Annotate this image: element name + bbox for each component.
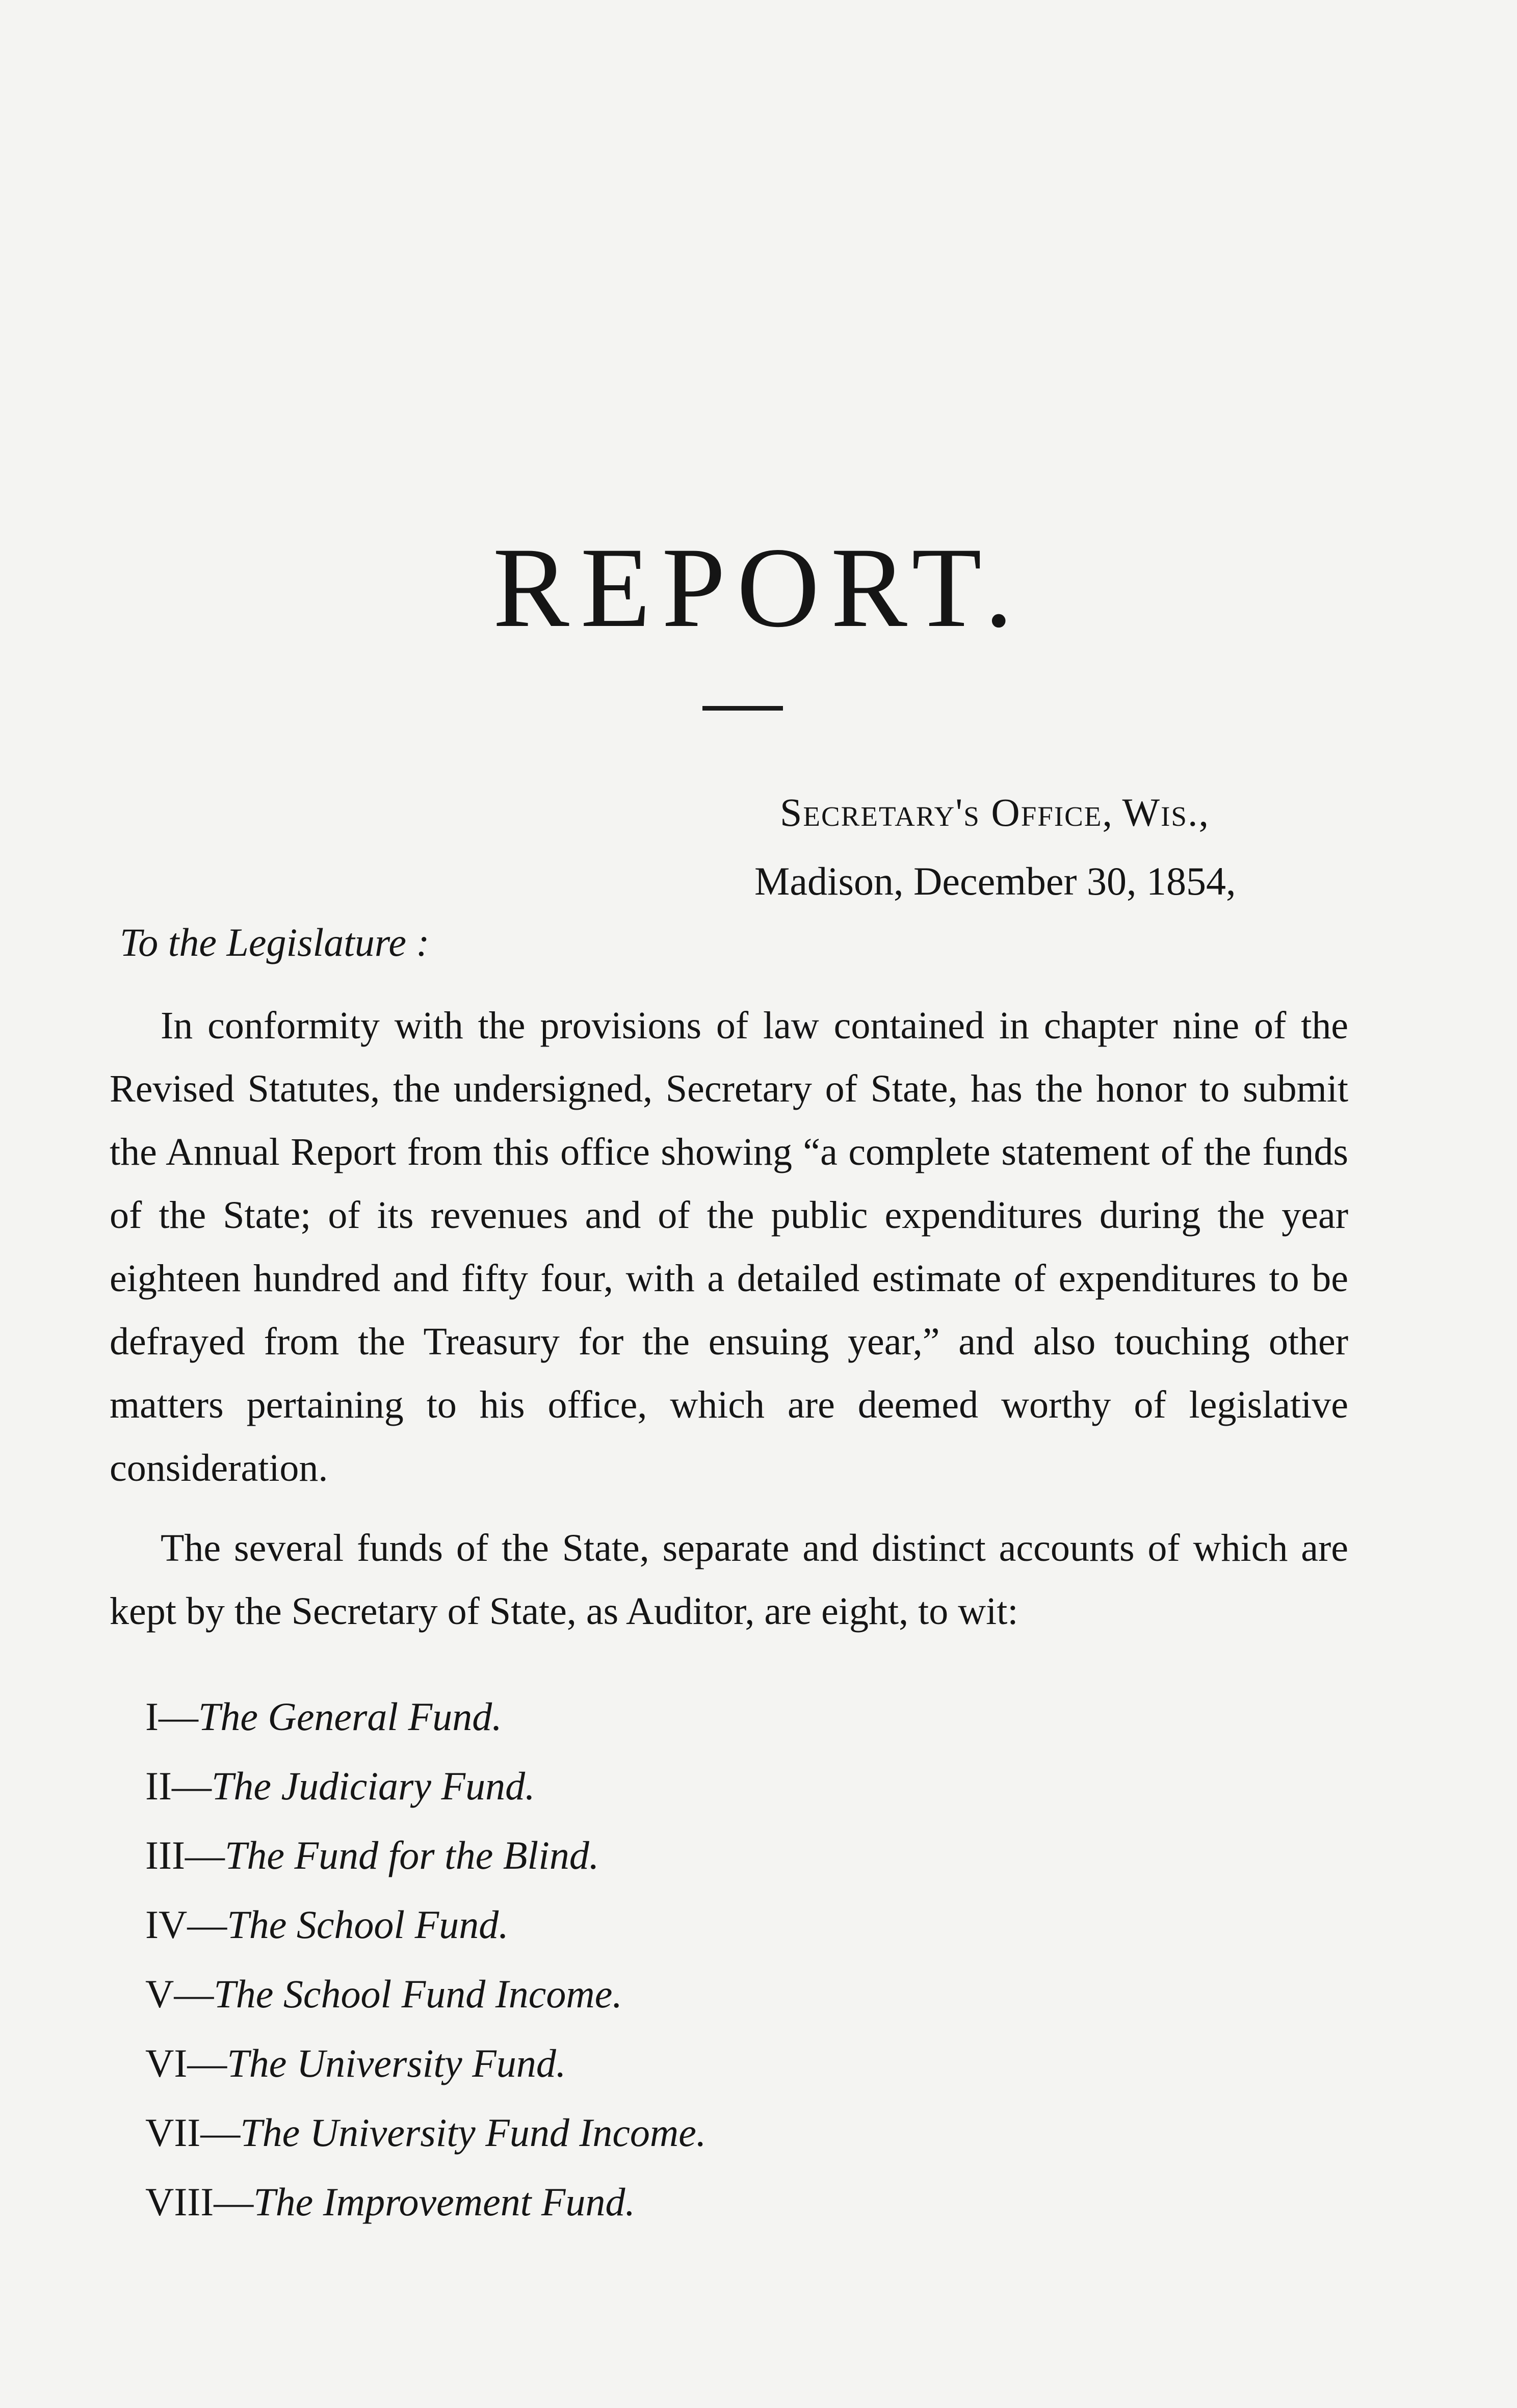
fund-item [145, 1821, 706, 1890]
place-date-line: Madison, December 30, 1854, [754, 859, 1236, 903]
fund-numeral: V— [145, 1972, 214, 2016]
fund-numeral: VIII— [145, 2180, 254, 2224]
fund-name: The School Fund Income. [214, 1972, 622, 2016]
office-name: Secretary's Office [780, 790, 1103, 834]
fund-numeral: II— [145, 1764, 212, 1808]
office-state: Wis., [1122, 790, 1210, 834]
fund-item [145, 1682, 706, 1751]
fund-name: The Fund for the Blind. [224, 1833, 599, 1877]
fund-name: The Judiciary Fund. [211, 1764, 535, 1808]
fund-numeral: I— [145, 1694, 198, 1739]
fund-numeral: VII— [145, 2110, 241, 2155]
fund-name: The School Fund. [227, 1902, 509, 1947]
fund-item [145, 1751, 706, 1821]
fund-item [145, 2029, 706, 2098]
fund-numeral: III— [145, 1833, 225, 1877]
report-title: REPORT. [492, 524, 1025, 651]
salutation: To the Legislature : [120, 920, 430, 964]
fund-name: The General Fund. [198, 1694, 502, 1739]
fund-item [145, 1890, 706, 1959]
fund-name: The University Fund. [227, 2041, 566, 2085]
fund-item [145, 2098, 706, 2167]
fund-numeral: IV— [145, 1902, 227, 1947]
office-separator: , [1102, 790, 1122, 834]
paragraph-funds: The several funds of the State, separate and distinct accounts of which are kept by the Secretary of State, as Auditor, are eight, to wit: [110, 1527, 1348, 1633]
title-rule [702, 706, 783, 711]
paragraph-intro: In conformity with the provisions of law contained in chapter nine of the Revised Statutes, the undersigned, Secretary of State, has the honor to submit the Annual Report from this office showing “a complete statement of the funds of the State; of its revenues and of the public expenditures during the year eighteen hundred and fifty four, with a detailed estimate of expenditures to be defrayed from the Treasury for the ensuing year,” and also touching other matters pertaining to his office, which are deemed worthy of legislative consideration. [110, 1004, 1348, 1489]
office-line [780, 790, 1210, 834]
fund-name: The Improvement Fund. [253, 2180, 636, 2224]
fund-list [145, 1682, 706, 2237]
fund-item [145, 2167, 706, 2237]
fund-numeral: VI— [145, 2041, 227, 2085]
fund-name: The University Fund Income. [240, 2110, 707, 2155]
fund-item [145, 1959, 706, 2029]
